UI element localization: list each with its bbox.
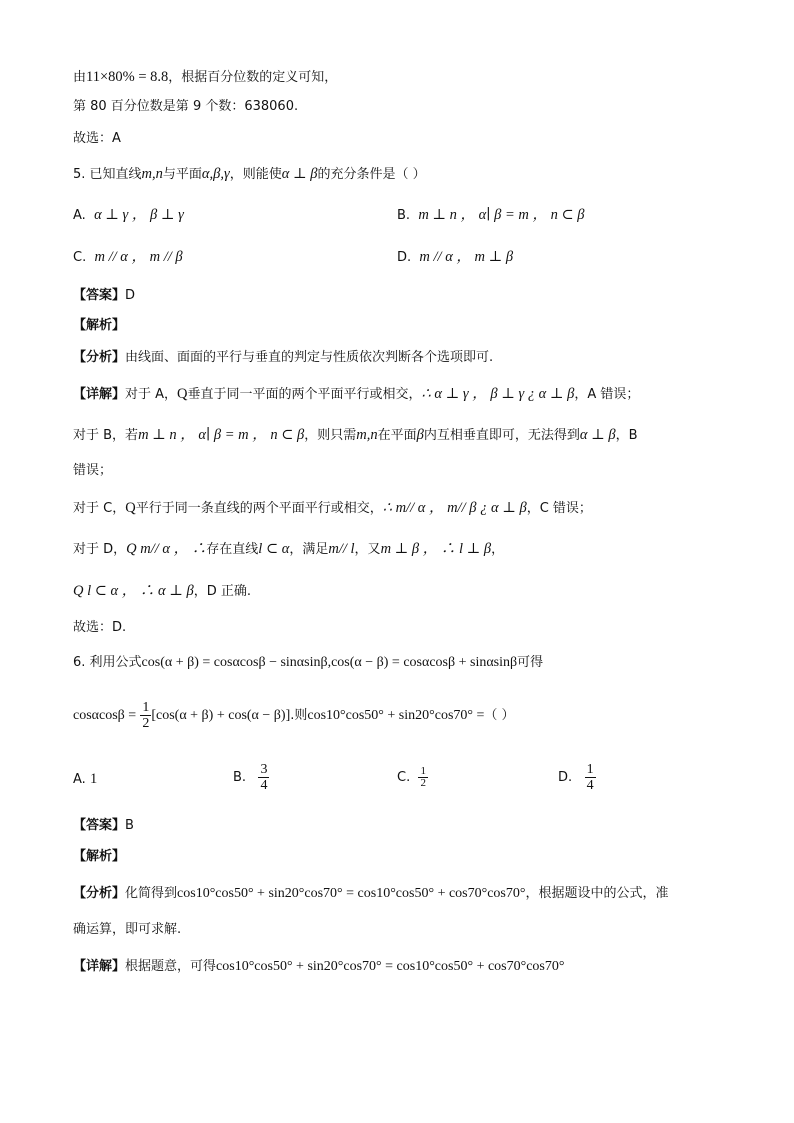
detail-math: m ⊥ n ， α∣ β = m ， n ⊂ β bbox=[138, 427, 305, 443]
q5-option-c[interactable] bbox=[73, 248, 183, 267]
q5-detail-e bbox=[73, 582, 251, 601]
fenxi-tag: 【分析】 bbox=[73, 886, 126, 901]
q5-stem-text: ，则能使 bbox=[229, 167, 282, 182]
detail-text: ，C 错误； bbox=[526, 501, 592, 516]
detail-text: 对于 B，若 bbox=[73, 428, 139, 443]
answer-value: B bbox=[125, 818, 134, 833]
q6-stem-text: （ ） bbox=[484, 708, 515, 723]
q5-jiexi bbox=[73, 317, 125, 335]
xiangjie-tag: 【详解】 bbox=[73, 387, 126, 402]
option-fraction bbox=[258, 762, 269, 793]
option-math: m // α ， m ⊥ β bbox=[419, 249, 514, 265]
fenxi-text: 由线面、面面的平行与垂直的判定与性质依次判断各个选项即可. bbox=[125, 350, 494, 365]
q5-fenxi bbox=[73, 349, 493, 367]
detail-math: m,n bbox=[356, 427, 378, 443]
answer-value: D bbox=[125, 288, 136, 303]
q6-stem-2 bbox=[73, 698, 515, 734]
option-math: m // α ， m // β bbox=[94, 249, 183, 265]
detail-math: m// l bbox=[328, 541, 355, 557]
q6-stem-text: .则 bbox=[290, 708, 308, 723]
q6-bracket-expr: [cos(α + β) + cos(α − β)] bbox=[151, 708, 291, 723]
detail-text: ， bbox=[491, 542, 505, 557]
detail-math: m ⊥ β ， ∴ l ⊥ β bbox=[380, 541, 492, 557]
detail-text: 垂直于同一平面的两个平面平行或相交， bbox=[187, 387, 422, 402]
detail-text: 对于 D， bbox=[73, 542, 127, 557]
q5-stem-text: 5. 已知直线 bbox=[73, 167, 142, 182]
fraction-denominator: 4 bbox=[260, 778, 268, 793]
fenxi-text: 化简得到 bbox=[125, 886, 178, 901]
fraction-numerator: 1 bbox=[586, 762, 594, 777]
fraction-denominator: 4 bbox=[586, 778, 594, 793]
intro-line-1 bbox=[73, 68, 337, 87]
fenxi-text: ，根据题设中的公式，准 bbox=[525, 886, 669, 901]
option-label: B. bbox=[397, 208, 411, 223]
half-fraction bbox=[140, 700, 151, 731]
intro-line-3: 故选：A bbox=[73, 131, 121, 146]
detail-text: 存在直线 bbox=[206, 542, 259, 557]
q5-detail-d bbox=[73, 540, 504, 559]
option-label: D. bbox=[397, 250, 412, 265]
intro-text: 由 bbox=[73, 70, 87, 85]
q5-stem-math: α ⊥ β bbox=[281, 166, 318, 182]
q6-stem-text: 6. 利用公式 bbox=[73, 655, 142, 670]
xiangjie-tag: 【详解】 bbox=[73, 959, 126, 974]
q6-fenxi bbox=[73, 885, 669, 903]
fenxi-tag: 【分析】 bbox=[73, 350, 126, 365]
detail-text: 在平面 bbox=[377, 428, 417, 443]
detail-text: ，满足 bbox=[289, 542, 329, 557]
detail-math: ∴ α ⊥ γ ， β ⊥ γ ¿ α ⊥ β bbox=[421, 386, 575, 402]
detail-math: cos10°cos50° + sin20°cos70° = cos10°cos50° + cos70°cos70° bbox=[216, 959, 565, 974]
detail-text: ，则只需 bbox=[304, 428, 357, 443]
option-fraction bbox=[418, 766, 428, 789]
q5-stem-text: 与平面 bbox=[162, 167, 202, 182]
q6-lhs: cosαcosβ = bbox=[73, 708, 137, 723]
q5-stem-math: m,n bbox=[141, 166, 163, 182]
fraction-denominator: 2 bbox=[420, 777, 426, 789]
fraction-numerator: 3 bbox=[260, 762, 268, 777]
q6-option-b[interactable] bbox=[233, 760, 269, 796]
q5-end: 故选：D. bbox=[73, 620, 127, 635]
q6-option-c[interactable] bbox=[397, 763, 428, 793]
option-label: C. bbox=[397, 770, 411, 785]
option-fraction bbox=[585, 762, 596, 793]
option-label: D. bbox=[558, 770, 573, 785]
fraction-denominator: 2 bbox=[142, 716, 150, 731]
option-value: 1 bbox=[89, 771, 98, 787]
detail-text: 内互相垂直即可，无法得到 bbox=[423, 428, 580, 443]
q5-detail-b-cont: 错误； bbox=[73, 463, 113, 478]
option-label: B. bbox=[233, 770, 247, 785]
option-label: A. bbox=[73, 772, 86, 787]
answer-tag: 【答案】 bbox=[73, 288, 126, 303]
q6-option-a[interactable] bbox=[73, 770, 97, 789]
intro-line-2: 第 80 百分位数是第 9 个数：638060. bbox=[73, 99, 299, 114]
detail-text: ，A 错误； bbox=[574, 387, 640, 402]
q5-option-d[interactable] bbox=[397, 248, 513, 267]
q6-detail bbox=[73, 958, 564, 976]
q5-option-a[interactable] bbox=[73, 206, 184, 225]
detail-text: 平行于同一条直线的两个平面平行或相交， bbox=[135, 501, 383, 516]
q6-stem-1 bbox=[73, 654, 543, 672]
detail-text: ，又 bbox=[354, 542, 381, 557]
q5-stem-math: α,β,γ bbox=[201, 166, 230, 182]
q6-jiexi bbox=[73, 848, 125, 866]
q6-answer bbox=[73, 817, 134, 835]
detail-text: ，B bbox=[615, 428, 638, 443]
intro-math: 11×80% = 8.8 bbox=[86, 69, 169, 85]
q5-answer bbox=[73, 287, 135, 305]
q6-formula: cos(α + β) = cosαcosβ − sinαsinβ,cos(α − β) = cosαcosβ + sinαsinβ bbox=[141, 655, 518, 670]
detail-math: Q bbox=[177, 386, 188, 402]
q5-option-b[interactable] bbox=[397, 206, 585, 225]
q5-detail-a bbox=[73, 385, 639, 404]
q6-stem-text: 可得 bbox=[517, 655, 544, 670]
detail-math: α ⊥ β bbox=[579, 427, 616, 443]
jiexi-tag: 【解析】 bbox=[73, 318, 126, 333]
intro-text: ，根据百分位数的定义可知， bbox=[168, 70, 338, 85]
q6-target-expr: cos10°cos50° + sin20°cos70° = bbox=[307, 708, 485, 723]
answer-tag: 【答案】 bbox=[73, 818, 126, 833]
detail-math: Q l ⊂ α ， ∴ α ⊥ β bbox=[73, 583, 194, 599]
q5-detail-b bbox=[73, 426, 638, 445]
q5-stem-text: 的充分条件是（ ） bbox=[317, 167, 426, 182]
detail-math: Q m// α ， ∴ bbox=[126, 541, 207, 557]
detail-math: β bbox=[416, 427, 424, 443]
detail-text: 根据题意，可得 bbox=[125, 959, 217, 974]
fraction-numerator: 1 bbox=[420, 765, 426, 777]
q6-fenxi-cont: 确运算，即可求解. bbox=[73, 922, 182, 937]
q6-option-d[interactable] bbox=[558, 760, 596, 796]
detail-text: 对于 C， bbox=[73, 501, 126, 516]
q5-stem bbox=[73, 165, 426, 184]
q5-detail-c bbox=[73, 499, 592, 518]
option-label: C. bbox=[73, 250, 87, 265]
detail-text: 对于 A， bbox=[125, 387, 178, 402]
jiexi-tag: 【解析】 bbox=[73, 849, 126, 864]
detail-math: Q bbox=[125, 500, 136, 516]
detail-math: ∴ m// α ， m// β ¿ α ⊥ β bbox=[382, 500, 527, 516]
option-label: A. bbox=[73, 208, 86, 223]
detail-math: l ⊂ α bbox=[258, 541, 290, 557]
fraction-numerator: 1 bbox=[142, 700, 150, 715]
fenxi-math: cos10°cos50° + sin20°cos70° = cos10°cos50° + cos70°cos70° bbox=[177, 886, 526, 901]
option-math: m ⊥ n ， α∣ β = m ， n ⊂ β bbox=[418, 207, 585, 223]
option-math: α ⊥ γ ， β ⊥ γ bbox=[94, 207, 184, 223]
detail-text: ，D 正确. bbox=[193, 584, 252, 599]
